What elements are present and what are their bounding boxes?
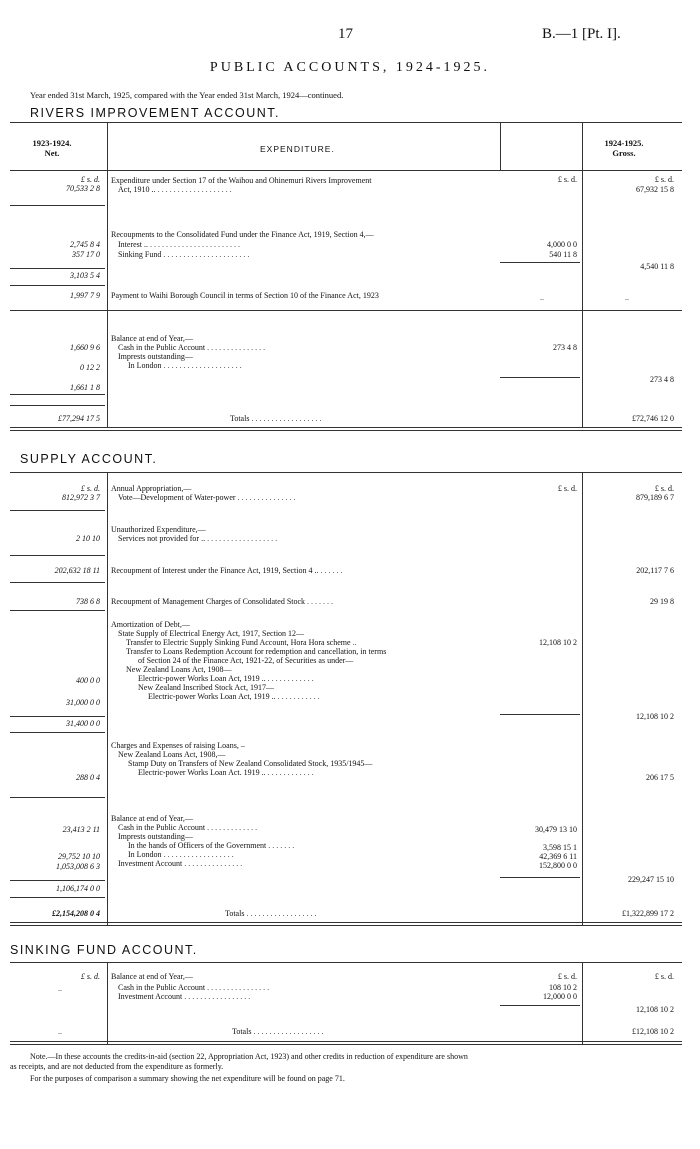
page-title: PUBLIC ACCOUNTS, 1924-1925. bbox=[209, 60, 491, 75]
supply-d-net: 738 6 8 bbox=[76, 597, 100, 606]
footnote-2: as receipts, and are not deducted from the expenditure as formerly. bbox=[10, 1062, 224, 1071]
rivers-r4-mid-1: 273 4 8 bbox=[553, 343, 577, 352]
supply-d-gross: 29 19 8 bbox=[650, 597, 674, 606]
sinking-h-cash: Cash in the Public Account . . . . . . . . . . . . . . . . bbox=[118, 983, 270, 992]
supply-g-investment: Investment Account . . . . . . . . . . . . . . . bbox=[118, 859, 243, 868]
rivers-r2-net-total: 3,103 5 4 bbox=[70, 271, 100, 280]
rivers-r4-london: In London . . . . . . . . . . . . . . . . . . . . bbox=[128, 361, 242, 370]
supply-e-ewla-1: Electric-power Works Loan Act, 1919 .. . . . . . . . . . . . . bbox=[138, 674, 314, 683]
supply-e-net-2: 31,000 0 0 bbox=[66, 698, 100, 707]
supply-lsd-left: £ s. d. bbox=[80, 484, 100, 493]
supply-g-net-total: 1,106,174 0 0 bbox=[56, 884, 100, 893]
supply-a-net: 812,972 3 7 bbox=[62, 493, 100, 502]
supply-a-desc: Annual Appropriation,— bbox=[111, 484, 192, 493]
sinking-h-gross: 12,108 10 2 bbox=[636, 1005, 674, 1014]
supply-f-stamp: Stamp Duty on Transfers of New Zealand Consolidated Stock, 1935/1945— bbox=[128, 759, 373, 768]
supply-a-vote: Vote—Development of Water-power . . . . . . . . . . . . . . . bbox=[118, 493, 296, 502]
rivers-r4-net-1: 1,660 9 6 bbox=[70, 343, 100, 352]
rivers-r1-desc: Expenditure under Section 17 of the Waihou and Ohinemuri Rivers Improvement bbox=[111, 176, 372, 185]
rivers-r4-cash: Cash in the Public Account . . . . . . . . . . . . . . . bbox=[118, 343, 266, 352]
supply-e-gross: 12,108 10 2 bbox=[636, 712, 674, 721]
supply-g-mid-3: 42,369 6 11 bbox=[539, 852, 577, 861]
supply-totals-gross: £1,322,899 17 2 bbox=[622, 909, 674, 918]
supply-e-nzisa: New Zealand Inscribed Stock Act, 1917— bbox=[138, 683, 274, 692]
supply-totals-label: Totals . . . . . . . . . . . . . . . . . . bbox=[225, 909, 317, 918]
sinking-lsd-left: £ s. d. bbox=[80, 972, 100, 981]
supply-c-gross: 202,117 7 6 bbox=[636, 566, 674, 575]
section-heading-rivers: RIVERS IMPROVEMENT ACCOUNT. bbox=[30, 106, 281, 120]
section-heading-sinking: SINKING FUND ACCOUNT. bbox=[10, 943, 198, 957]
supply-e-desc: Amortization of Debt,— bbox=[111, 620, 190, 629]
rivers-r1-gross: 67,932 15 8 bbox=[636, 185, 674, 194]
supply-e-nzla: New Zealand Loans Act, 1908— bbox=[126, 665, 232, 674]
supply-b-desc: Unauthorized Expenditure,— bbox=[111, 525, 206, 534]
supply-totals-net: £2,154,208 0 4 bbox=[52, 909, 100, 918]
supply-e-transfer-1: Transfer to Electric Supply Sinking Fund Account, Hora Hora scheme .. bbox=[126, 638, 357, 647]
section-heading-supply: SUPPLY ACCOUNT. bbox=[20, 452, 158, 466]
rivers-totals-gross: £72,746 12 0 bbox=[632, 414, 674, 423]
rivers-r1-desc-2: Act, 1910 .. . . . . . . . . . . . . . . . . . . . bbox=[118, 185, 232, 194]
rivers-r4-net-total: 1,661 1 8 bbox=[70, 383, 100, 392]
supply-g-mid-1: 30,479 13 10 bbox=[535, 825, 577, 834]
supply-e-transfer-3: of Section 24 of the Finance Act, 1921-22, of Securities as under— bbox=[138, 656, 354, 665]
supply-e-ewla-2: Electric-power Works Loan Act, 1919 .. . . . . . . . . . . . bbox=[148, 692, 320, 701]
rivers-col-gross-header: 1924-1925. Gross. bbox=[604, 138, 644, 158]
rivers-totals-label: Totals . . . . . . . . . . . . . . . . . . bbox=[230, 414, 322, 423]
supply-f-gross: 206 17 5 bbox=[646, 773, 674, 782]
supply-g-london: In London . . . . . . . . . . . . . . . . . . bbox=[128, 850, 234, 859]
supply-lsd-right: £ s. d. bbox=[654, 484, 674, 493]
rivers-r1-net: 70,533 2 8 bbox=[66, 184, 100, 193]
footnote-3: For the purposes of comparison a summary showing the net expenditure will be found on page 71. bbox=[30, 1074, 345, 1083]
supply-g-imprests: Imprests outstanding— bbox=[118, 832, 193, 841]
supply-e-act: State Supply of Electrical Energy Act, 1917, Section 12— bbox=[118, 629, 305, 638]
page-subtitle: Year ended 31st March, 1925, compared with the Year ended 31st March, 1924—continued. bbox=[30, 90, 344, 100]
sinking-lsd-right: £ s. d. bbox=[654, 972, 674, 981]
sinking-h-mid-1: 108 10 2 bbox=[549, 983, 577, 992]
rivers-col-net-header: 1923-1924. Net. bbox=[32, 138, 72, 158]
supply-b-net: 2 10 10 bbox=[76, 534, 100, 543]
sinking-totals-label: Totals . . . . . . . . . . . . . . . . . . bbox=[232, 1027, 324, 1036]
supply-f-desc: Charges and Expenses of raising Loans, – bbox=[111, 741, 245, 750]
supply-g-net-3: 1,053,008 6 3 bbox=[56, 862, 100, 871]
supply-g-desc: Balance at end of Year,— bbox=[111, 814, 193, 823]
supply-e-transfer-2: Transfer to Loans Redemption Account for redemption and cancellation, in terms bbox=[126, 647, 387, 656]
supply-lsd-mid: £ s. d. bbox=[557, 484, 577, 493]
rivers-r2-interest: Interest .. . . . . . . . . . . . . . . . . . . . . . . . bbox=[118, 240, 240, 249]
supply-g-net-1: 23,413 2 11 bbox=[62, 825, 100, 834]
rivers-lsd-mid: £ s. d. bbox=[557, 175, 577, 184]
rivers-r2-mid-2: 540 11 8 bbox=[549, 250, 577, 259]
rivers-lsd-left: £ s. d. bbox=[80, 175, 100, 184]
rivers-col-expenditure-header: EXPENDITURE. bbox=[260, 144, 335, 154]
rivers-r2-mid-1: 4,000 0 0 bbox=[547, 240, 577, 249]
rivers-r4-gross: 273 4 8 bbox=[650, 375, 674, 384]
rivers-r4-imprests: Imprests outstanding— bbox=[118, 352, 193, 361]
sinking-totals-gross: £12,108 10 2 bbox=[632, 1027, 674, 1036]
rivers-r4-net-2: 0 12 2 bbox=[80, 363, 100, 372]
sinking-h-investment: Investment Account . . . . . . . . . . . . . . . . . bbox=[118, 992, 251, 1001]
supply-a-gross: 879,189 6 7 bbox=[636, 493, 674, 502]
supply-f-nzla: New Zealand Loans Act, 1908,— bbox=[118, 750, 226, 759]
page-number: 17 bbox=[338, 26, 353, 42]
supply-f-net: 288 0 4 bbox=[76, 773, 100, 782]
supply-e-net-1: 400 0 0 bbox=[76, 676, 100, 685]
sinking-h-desc: Balance at end of Year,— bbox=[111, 972, 193, 981]
supply-g-officers: In the hands of Officers of the Government . . . . . . . bbox=[128, 841, 295, 850]
supply-g-gross: 229,247 15 10 bbox=[628, 875, 674, 884]
rivers-r3-desc: Payment to Waihi Borough Council in terms of Section 10 of the Finance Act, 1923 bbox=[111, 291, 379, 300]
supply-g-mid-2: 3,598 15 1 bbox=[543, 843, 577, 852]
supply-d-desc: Recoupment of Management Charges of Consolidated Stock . . . . . . . bbox=[111, 597, 334, 606]
rivers-r3-net: 1,997 7 9 bbox=[70, 291, 100, 300]
sinking-h-mid-2: 12,000 0 0 bbox=[543, 992, 577, 1001]
rivers-lsd-right: £ s. d. bbox=[654, 175, 674, 184]
rivers-r2-net-2: 357 17 0 bbox=[72, 250, 100, 259]
supply-g-net-2: 29,752 10 10 bbox=[58, 852, 100, 861]
supply-g-cash: Cash in the Public Account . . . . . . . . . . . . . bbox=[118, 823, 258, 832]
rivers-r2-gross: 4,540 11 8 bbox=[640, 262, 674, 271]
rivers-r2-desc: Recoupments to the Consolidated Fund under the Finance Act, 1919, Section 4,— bbox=[111, 230, 374, 239]
rivers-r2-sinking: Sinking Fund . . . . . . . . . . . . . . . . . . . . . . bbox=[118, 250, 250, 259]
supply-e-mid: 12,108 10 2 bbox=[539, 638, 577, 647]
rivers-totals-net: £77,294 17 5 bbox=[58, 414, 100, 423]
rivers-r2-net-1: 2,745 8 4 bbox=[70, 240, 100, 249]
supply-f-ewla: Electric-power Works Loan Act. 1919 .. . . . . . . . . . . . . bbox=[138, 768, 314, 777]
supply-g-mid-4: 152,800 0 0 bbox=[539, 861, 577, 870]
supply-b-services: Services not provided for .. . . . . . . . . . . . . . . . . . . bbox=[118, 534, 278, 543]
document-reference: B.—1 [Pt. I]. bbox=[542, 26, 621, 42]
footnote-1: Note.—In these accounts the credits-in-aid (section 22, Appropriation Act, 1923) and other credits in reduction of expenditure are shown bbox=[30, 1052, 468, 1061]
supply-c-desc: Recoupment of Interest under the Finance Act, 1919, Section 4 .. . . . . . . bbox=[111, 566, 343, 575]
supply-c-net: 202,632 18 11 bbox=[54, 566, 100, 575]
supply-e-net-total: 31,400 0 0 bbox=[66, 719, 100, 728]
rivers-r4-desc: Balance at end of Year,— bbox=[111, 334, 193, 343]
sinking-lsd-mid: £ s. d. bbox=[557, 972, 577, 981]
